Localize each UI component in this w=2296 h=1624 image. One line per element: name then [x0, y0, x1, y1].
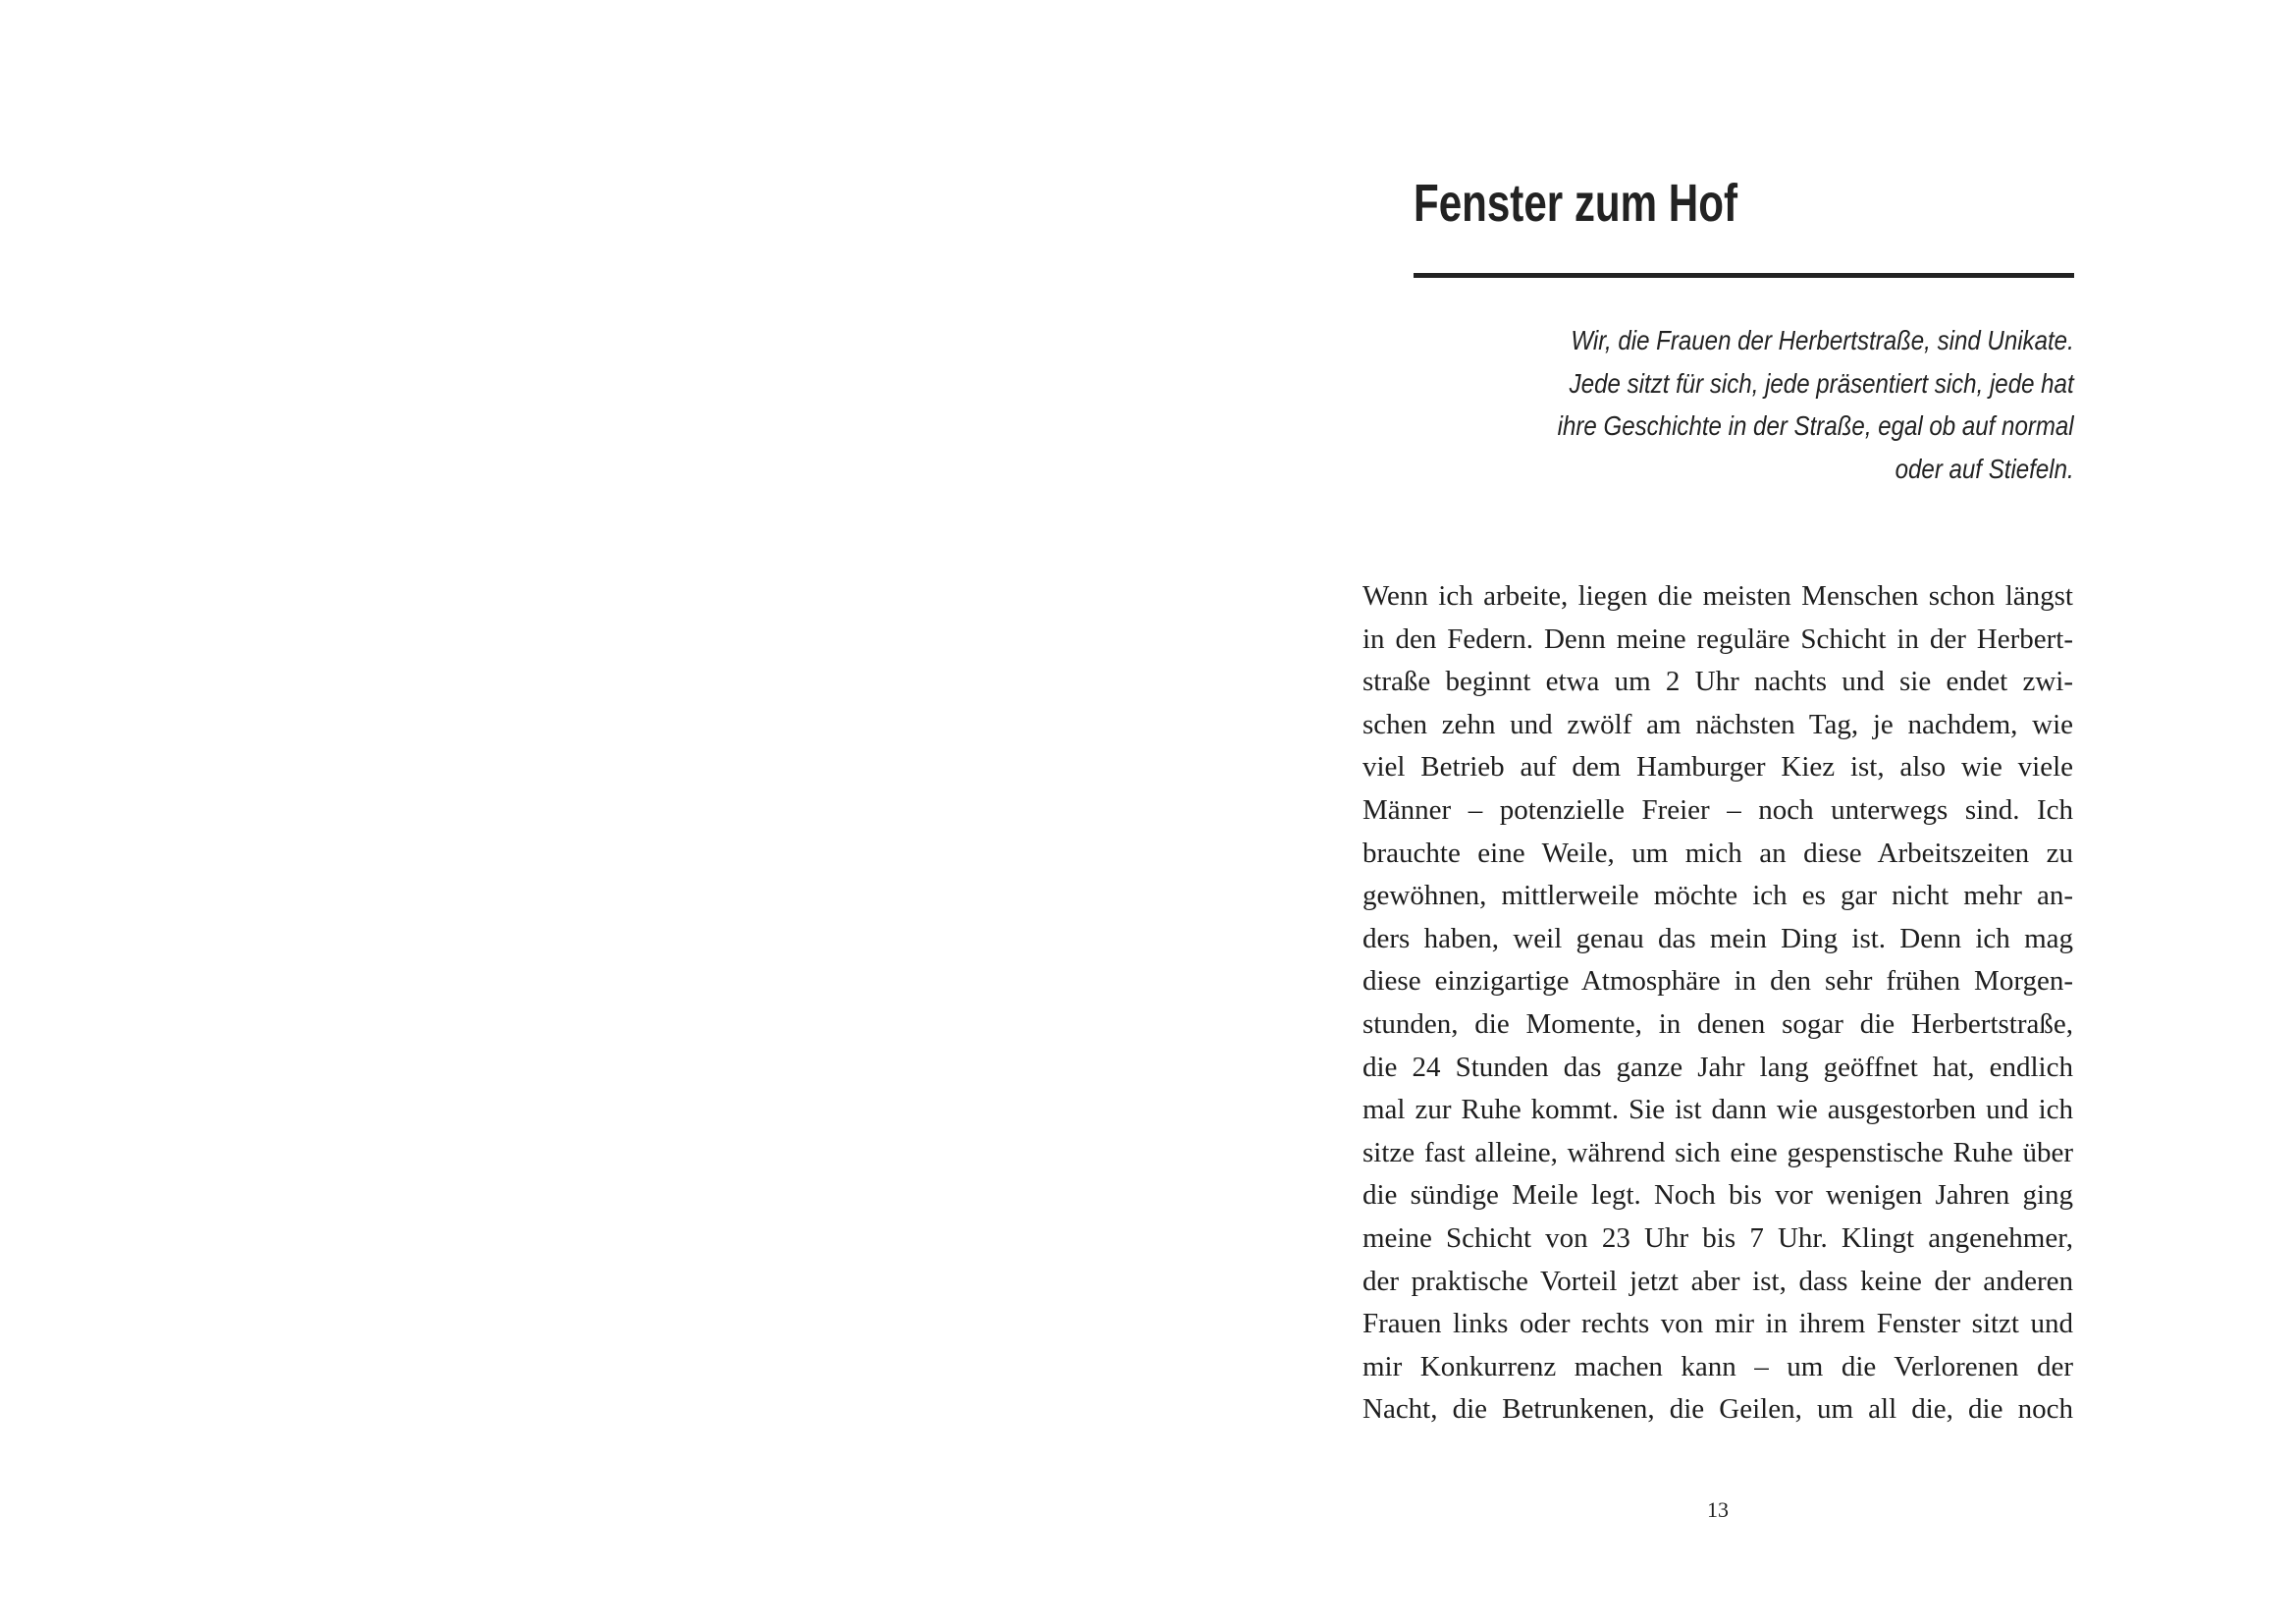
body-line: mir Konkurrenz machen kann – um die Verlorenen der: [1362, 1350, 2073, 1382]
body-line: schen zehn und zwölf am nächsten Tag, je nachdem, wie: [1362, 708, 2073, 740]
epigraph-line: Wir, die Frauen der Herbertstraße, sind Unikate.: [1571, 325, 2074, 355]
chapter-title: Fenster zum Hof: [1414, 174, 1737, 233]
body-line: die sündige Meile legt. Noch bis vor wenigen Jahren ging: [1362, 1179, 2073, 1212]
body-line: gewöhnen, mittlerweile möchte ich es gar nicht mehr an-: [1362, 880, 2073, 912]
epigraph-line: Jede sitzt für sich, jede präsentiert sich, jede hat: [1570, 367, 2074, 399]
body-line: diese einzigartige Atmosphäre in den sehr frühen Morgen-: [1362, 965, 2073, 998]
body-line: Frauen links oder rechts von mir in ihrem Fenster sitzt und: [1362, 1308, 2073, 1340]
body-line: straße beginnt etwa um 2 Uhr nachts und sie endet zwi-: [1362, 666, 2073, 698]
body-line: der praktische Vorteil jetzt aber ist, dass keine der anderen: [1362, 1265, 2073, 1297]
body-paragraph: [1362, 575, 2073, 1432]
epigraph-line: ihre Geschichte in der Straße, egal ob auf normal: [1557, 410, 2074, 441]
epigraph-line: oder auf Stiefeln.: [1895, 453, 2074, 484]
body-line: viel Betrieb auf dem Hamburger Kiez ist, also wie viele: [1362, 751, 2073, 784]
body-line: mal zur Ruhe kommt. Sie ist dann wie ausgestorben und ich: [1362, 1094, 2073, 1126]
body-line: sitze fast alleine, während sich eine gespenstische Ruhe über: [1362, 1136, 2073, 1168]
body-line: Nacht, die Betrunkenen, die Geilen, um all die, die noch: [1362, 1393, 2073, 1426]
body-line: stunden, die Momente, in denen sogar die Herbertstraße,: [1362, 1007, 2073, 1040]
body-line: Männer – potenzielle Freier – noch unterwegs sind. Ich: [1362, 793, 2073, 826]
title-divider: [1414, 273, 2074, 278]
body-line: ders haben, weil genau das mein Ding ist. Denn ich mag: [1362, 922, 2073, 954]
epigraph: [1414, 319, 2074, 490]
body-line: die 24 Stunden das ganze Jahr lang geöffnet hat, endlich: [1362, 1051, 2073, 1083]
body-line: meine Schicht von 23 Uhr bis 7 Uhr. Klingt angenehmer,: [1362, 1221, 2073, 1254]
body-line: brauchte eine Weile, um mich an diese Arbeitszeiten zu: [1362, 837, 2073, 869]
body-line: in den Federn. Denn meine reguläre Schicht in der Herbert-: [1362, 623, 2073, 655]
page-number: 13: [1707, 1497, 1729, 1522]
body-line: Wenn ich arbeite, liegen die meisten Menschen schon längst: [1362, 580, 2073, 612]
